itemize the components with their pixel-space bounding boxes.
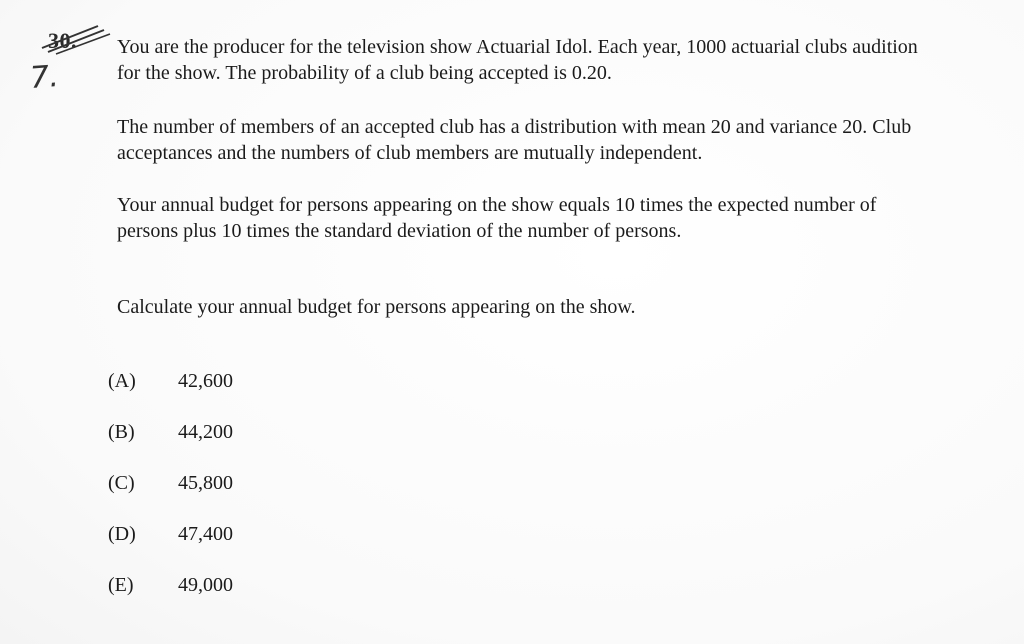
choice-value: 45,800 [178, 472, 233, 494]
choice-value: 49,000 [178, 574, 233, 596]
choice-b[interactable] [108, 419, 233, 470]
choice-e[interactable] [108, 572, 233, 623]
choice-letter: (E) [108, 574, 134, 596]
question-paragraph-2: The number of members of an accepted club has a distribution with mean 20 and variance 20. Club acceptances and the numbers of club members are mutually independent. [117, 116, 912, 164]
choice-c[interactable] [108, 470, 233, 521]
choice-letter: (D) [108, 523, 136, 545]
question-number: 30. [48, 28, 77, 53]
question-prompt: Calculate your annual budget for persons appearing on the show. [117, 296, 636, 318]
choice-letter: (B) [108, 421, 135, 443]
choice-value: 42,600 [178, 370, 233, 392]
answer-choices [108, 368, 233, 623]
question-paragraph-3: Your annual budget for persons appearing on the show equals 10 times the expected number of persons plus 10 times the standard deviation of the number of persons. [117, 194, 877, 242]
choice-letter: (A) [108, 370, 136, 392]
choice-letter: (C) [108, 472, 135, 494]
choice-d[interactable] [108, 521, 233, 572]
handwritten-number: 7. [28, 59, 60, 96]
strikethrough-mark-icon [38, 18, 118, 58]
choice-value: 44,200 [178, 421, 233, 443]
question-paragraph-1: You are the producer for the television show Actuarial Idol. Each year, 1000 actuarial clubs audition for the show. The probability of a club being accepted is 0.20. [117, 36, 918, 84]
choice-a[interactable] [108, 368, 233, 419]
choice-value: 47,400 [178, 523, 233, 545]
